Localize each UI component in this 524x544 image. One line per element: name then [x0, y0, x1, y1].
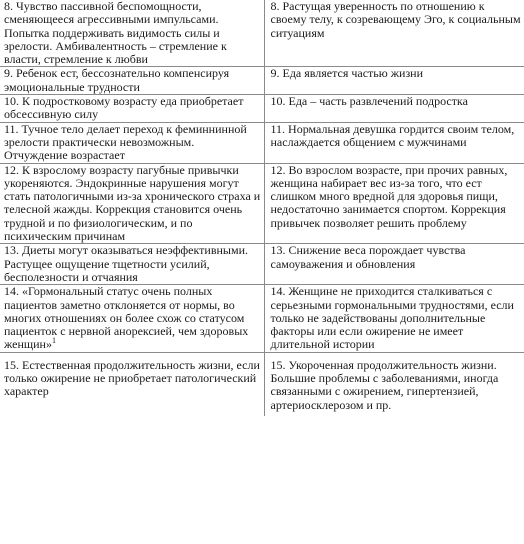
table-row: [0, 67, 524, 95]
right-cell: 13. Снижение веса порождает чувства самоуважения и обновления: [264, 244, 524, 285]
right-cell: 12. Во взрослом возрасте, при прочих равных, женщина набирает вес из-за того, что ест слишком много вредной для здоровья пищи, недостаточно занимается спортом. Коррекция привычек позволяет решить проблему: [264, 163, 524, 244]
right-cell: 15. Укороченная продолжительность жизни. Большие проблемы с заболеваниями, иногда связанными с ожирением, гипертензией, артериосклерозом и пр.: [270, 357, 499, 412]
left-cell: 11. Тучное тело делает переход к феминнинной зрелости практически невозможным. Отчуждение возрастает: [0, 122, 264, 163]
right-cell: 9. Еда является частью жизни: [264, 67, 524, 95]
table-row: [0, 95, 524, 123]
left-cell: 12. К взрослому возрасту пагубные привычки укореняются. Эндокринные нарушения могут стать патологичными из-за хронического страха и телесной жажды. Коррекция становится очень трудной и по физиологическим, и по психическим причинам: [0, 163, 264, 244]
right-cell: 10. Еда – часть развлечений подростка: [264, 95, 524, 123]
right-cell: 14. Женщине не приходится сталкиваться с серьезными гормональными трудностями, если только не задействованы дополнительные факторы или если ожирение не имеет длительной истории: [264, 285, 524, 352]
left-cell: 9. Ребенок ест, бессознательно компенсируя эмоциональные трудности: [0, 67, 264, 95]
table-row: [0, 285, 524, 352]
footnote-marker: 1: [51, 336, 56, 346]
left-cell: 13. Диеты могут оказываться неэффективными. Растущее ощущение тщетности усилий, бесполезности и отчаяния: [0, 244, 264, 285]
left-cell: 8. Чувство пассивной беспомощности, сменяющееся агрессивными импульсами. Попытка поддерживать видимость силы и зрелости. Амбивалентность – стремление к власти, стремление к любви: [0, 0, 264, 67]
left-cell: 15. Естественная продолжительность жизни, если только ожирение не приобретает патологический характер: [0, 352, 264, 416]
right-cell: 11. Нормальная девушка гордится своим телом, наслаждается общением с мужчинами: [264, 122, 524, 163]
table-row: [0, 122, 524, 163]
left-cell: 10. К подростковому возрасту еда приобретает обсессивную силу: [0, 95, 264, 123]
left-cell: [0, 285, 264, 352]
right-cell: 8. Растущая уверенность по отношению к своему телу, к созревающему Эго, к социальным ситуациям: [264, 0, 524, 67]
table-row: [0, 0, 524, 67]
table-row: [0, 163, 524, 244]
table-row: [0, 244, 524, 285]
left-cell-text: 14. «Гормональный статус очень полных пациентов заметно отклоняется от нормы, во многих отношениях он более схож со статусом пациенток с нервной анорексией, чем здоровых женщин»: [4, 284, 249, 352]
table-row: [0, 352, 524, 416]
